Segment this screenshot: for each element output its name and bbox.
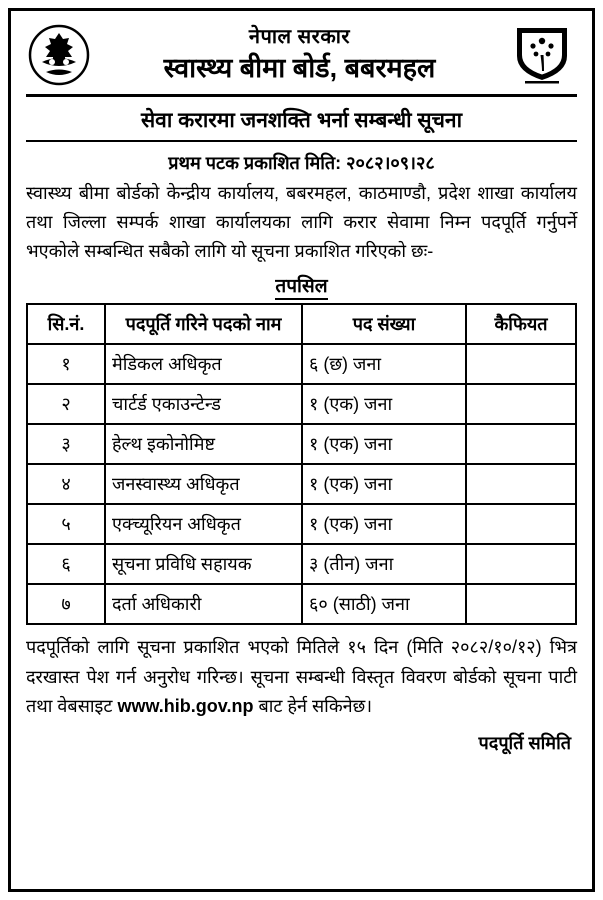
publication-date: प्रथम पटक प्रकाशित मिति: २०८२।०९।२८ — [168, 153, 435, 173]
cell-post-name: एक्च्यूरियन अधिकृत — [105, 504, 302, 544]
notice-title: सेवा करारमा जनशक्ति भर्ना सम्बन्धी सूचना — [26, 106, 577, 142]
table-row — [27, 544, 576, 584]
notice-body-paragraph: स्वास्थ्य बीमा बोर्डको केन्द्रीय कार्यालय, बबरमहल, काठमाण्डौ, प्रदेश शाखा कार्यालय तथा जिल्ला सम्पर्क शाखा कार्यालयका लागि करार सेवामा निम्न पदपूर्ति गर्नुपर्ने भएकोले सम्बन्धित सबैको लागि यो सूचना प्रकाशित गरिएको छः- — [26, 183, 577, 262]
cell-sn: ३ — [27, 424, 105, 464]
notice-content — [14, 14, 589, 886]
cell-remark — [466, 344, 576, 384]
notice-header — [26, 20, 577, 97]
cell-remark — [466, 504, 576, 544]
deadline-text-before-site: पदपूर्तिको लागि सूचना प्रकाशित भएको मितिले १५ दिन (मिति २०८२/१०/१२) भित्र दरखास्त पेश गर्न अनुरोध गरिन्छ। सूचना सम्बन्धी विस्तृत विवरण बोर्डको सूचना पाटी तथा वेबसाइट — [26, 637, 577, 716]
cell-sn: ७ — [27, 584, 105, 624]
tapasil-heading — [26, 272, 577, 298]
table-row — [27, 584, 576, 624]
website-link[interactable]: www.hib.gov.np — [117, 695, 254, 716]
column-header-sn: सि.नं. — [27, 304, 105, 344]
signature-committee: पदपूर्ति समिति — [478, 732, 571, 753]
cell-post-count: १ (एक) जना — [302, 424, 466, 464]
health-insurance-board-logo-icon — [509, 22, 575, 88]
cell-sn: ६ — [27, 544, 105, 584]
cell-remark — [466, 424, 576, 464]
nepal-government-emblem-icon — [28, 24, 90, 86]
table-row — [27, 504, 576, 544]
cell-remark — [466, 464, 576, 504]
table-row — [27, 384, 576, 424]
table-head — [27, 304, 576, 344]
cell-sn: २ — [27, 384, 105, 424]
post-vacancy-table — [26, 303, 577, 625]
table-row — [27, 344, 576, 384]
cell-post-name: हेल्थ इकोनोमिष्ट — [105, 424, 302, 464]
column-header-post-name: पदपूर्ति गरिने पदको नाम — [105, 304, 302, 344]
government-name: नेपाल सरकार — [248, 25, 351, 48]
table-row — [27, 464, 576, 504]
cell-sn: ५ — [27, 504, 105, 544]
table-body — [27, 344, 576, 624]
cell-post-name: जनस्वास्थ्य अधिकृत — [105, 464, 302, 504]
deadline-text-after-site: बाट हेर्न सकिनेछ। — [253, 695, 373, 716]
cell-post-count: १ (एक) जना — [302, 384, 466, 424]
application-deadline-paragraph — [26, 633, 577, 720]
cell-post-count: १ (एक) जना — [302, 464, 466, 504]
cell-remark — [466, 544, 576, 584]
tapasil-label: तपसिल — [275, 276, 327, 300]
cell-post-name: चार्टर्ड एकाउन्टेन्ड — [105, 384, 302, 424]
cell-post-name: मेडिकल अधिकृत — [105, 344, 302, 384]
board-name: स्वास्थ्य बीमा बोर्ड, बबरमहल — [163, 52, 436, 83]
cell-post-name: दर्ता अधिकारी — [105, 584, 302, 624]
cell-post-count: १ (एक) जना — [302, 504, 466, 544]
cell-sn: ४ — [27, 464, 105, 504]
column-header-remark: कैफियत — [466, 304, 576, 344]
cell-post-count: ३ (तीन) जना — [302, 544, 466, 584]
header-titles — [90, 25, 509, 86]
cell-post-name: सूचना प्रविधि सहायक — [105, 544, 302, 584]
cell-post-count: ६० (साठी) जना — [302, 584, 466, 624]
column-header-post-count: पद संख्या — [302, 304, 466, 344]
cell-remark — [466, 384, 576, 424]
cell-remark — [466, 584, 576, 624]
table-row — [27, 424, 576, 464]
cell-post-count: ६ (छ) जना — [302, 344, 466, 384]
table-header-row — [27, 304, 576, 344]
cell-sn: १ — [27, 344, 105, 384]
